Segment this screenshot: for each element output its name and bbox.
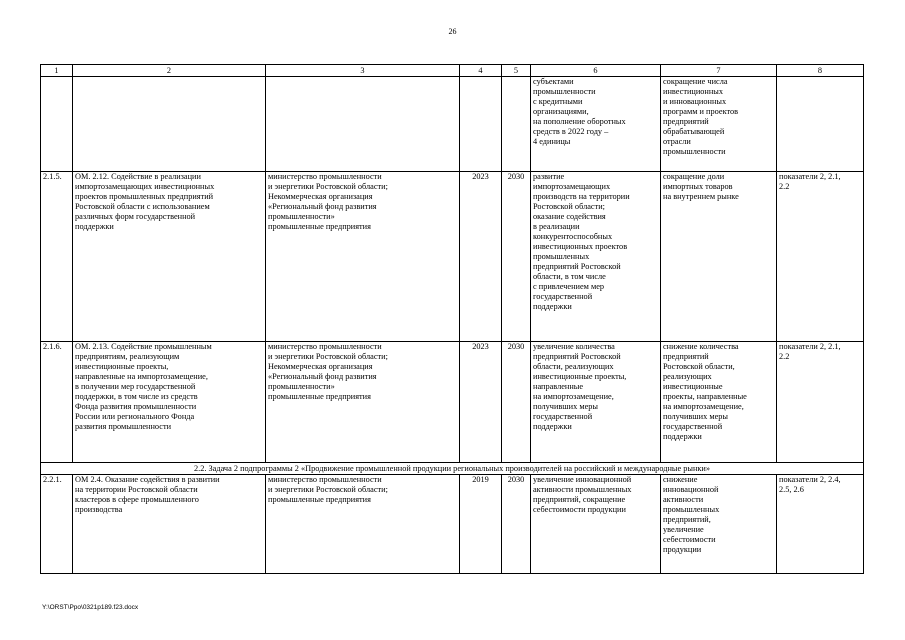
consequences-cell: снижение количества предприятий Ростовской области, реализующих инвестиционные проекты, направленные на импортозамещение, получивших меры государственной поддержки [661,342,777,463]
row-number-cell: 2.1.6. [41,342,73,463]
header-cell: 1 [41,65,73,77]
expected-result-cell: увеличение количества предприятий Ростовской области, реализующих инвестиционные проекты, направленные на импортозамещение, получивших меры государственной поддержки [531,342,661,463]
expected-result-cell: развитие импортозамещающих производств на территории Ростовской области; оказание содействия в реализации конкурентоспособных инвестиционных проектов промышленных предприятий Ростовской области, в том числе с привлечением мер государственной поддержки [531,172,661,342]
file-path-footer: Y:\ORST\Ppo\0321p189.f23.docx [42,604,139,611]
table-row [41,77,864,172]
measure-name-cell [73,77,266,172]
header-cell: 2 [73,65,266,77]
header-cell: 5 [502,65,531,77]
column-number-header [41,65,864,77]
executor-cell: министерство промышленности и энергетики Ростовской области; Некоммерческая организация «Региональный фонд развития промышленности» промышленные предприятия [266,172,460,342]
indicators-cell: показатели 2, 2.1, 2.2 [777,342,864,463]
header-cell: 4 [460,65,502,77]
executor-cell [266,77,460,172]
end-year-cell: 2030 [502,172,531,342]
task-heading: 2.2. Задача 2 подпрограммы 2 «Продвижение промышленной продукции региональных производителей на российский и международные рынки» [41,463,864,475]
indicators-cell: показатели 2, 2.1, 2.2 [777,172,864,342]
measure-name-cell: ОМ. 2.13. Содействие промышленным предприятиям, реализующим инвестиционные проекты, направленные на импортозамещение, в получении мер государственной поддержки, в том числе из средств Фонда развития промышленности России или регионального Фонда развития промышленности [73,342,266,463]
indicators-cell [777,77,864,172]
header-cell: 8 [777,65,864,77]
header-cell: 6 [531,65,661,77]
row-number-cell [41,77,73,172]
table-row [41,475,864,574]
expected-result-cell: субъектами промышленности с кредитными организациями, на пополнение оборотных средств в 2022 году – 4 единицы [531,77,661,172]
measures-table [40,64,864,574]
task-row [41,463,864,475]
consequences-cell: снижение инновационной активности промышленных предприятий, увеличение себестоимости продукции [661,475,777,574]
end-year-cell: 2030 [502,475,531,574]
expected-result-cell: увеличение инновационной активности промышленных предприятий, сокращение себестоимости продукции [531,475,661,574]
consequences-cell: сокращение доли импортных товаров на внутреннем рынке [661,172,777,342]
executor-cell: министерство промышленности и энергетики Ростовской области; промышленные предприятия [266,475,460,574]
row-number-cell: 2.1.5. [41,172,73,342]
header-cell: 7 [661,65,777,77]
end-year-cell [502,77,531,172]
indicators-cell: показатели 2, 2.4, 2.5, 2.6 [777,475,864,574]
measure-name-cell: ОМ 2.4. Оказание содействия в развитии на территории Ростовской области кластеров в сфере промышленного производства [73,475,266,574]
consequences-cell: сокращение числа инвестиционных и инновационных программ и проектов предприятий обрабатывающей отрасли промышленности [661,77,777,172]
header-cell: 3 [266,65,460,77]
measure-name-cell: ОМ. 2.12. Содействие в реализации импортозамещающих инвестиционных проектов промышленных предприятий Ростовской области с использованием различных форм государственной поддержки [73,172,266,342]
start-year-cell: 2023 [460,172,502,342]
start-year-cell [460,77,502,172]
page-number: 26 [448,27,457,36]
start-year-cell: 2019 [460,475,502,574]
table-row [41,342,864,463]
row-number-cell: 2.2.1. [41,475,73,574]
end-year-cell: 2030 [502,342,531,463]
table-row [41,172,864,342]
executor-cell: министерство промышленности и энергетики Ростовской области; Некоммерческая организация «Региональный фонд развития промышленности» промышленные предприятия [266,342,460,463]
start-year-cell: 2023 [460,342,502,463]
